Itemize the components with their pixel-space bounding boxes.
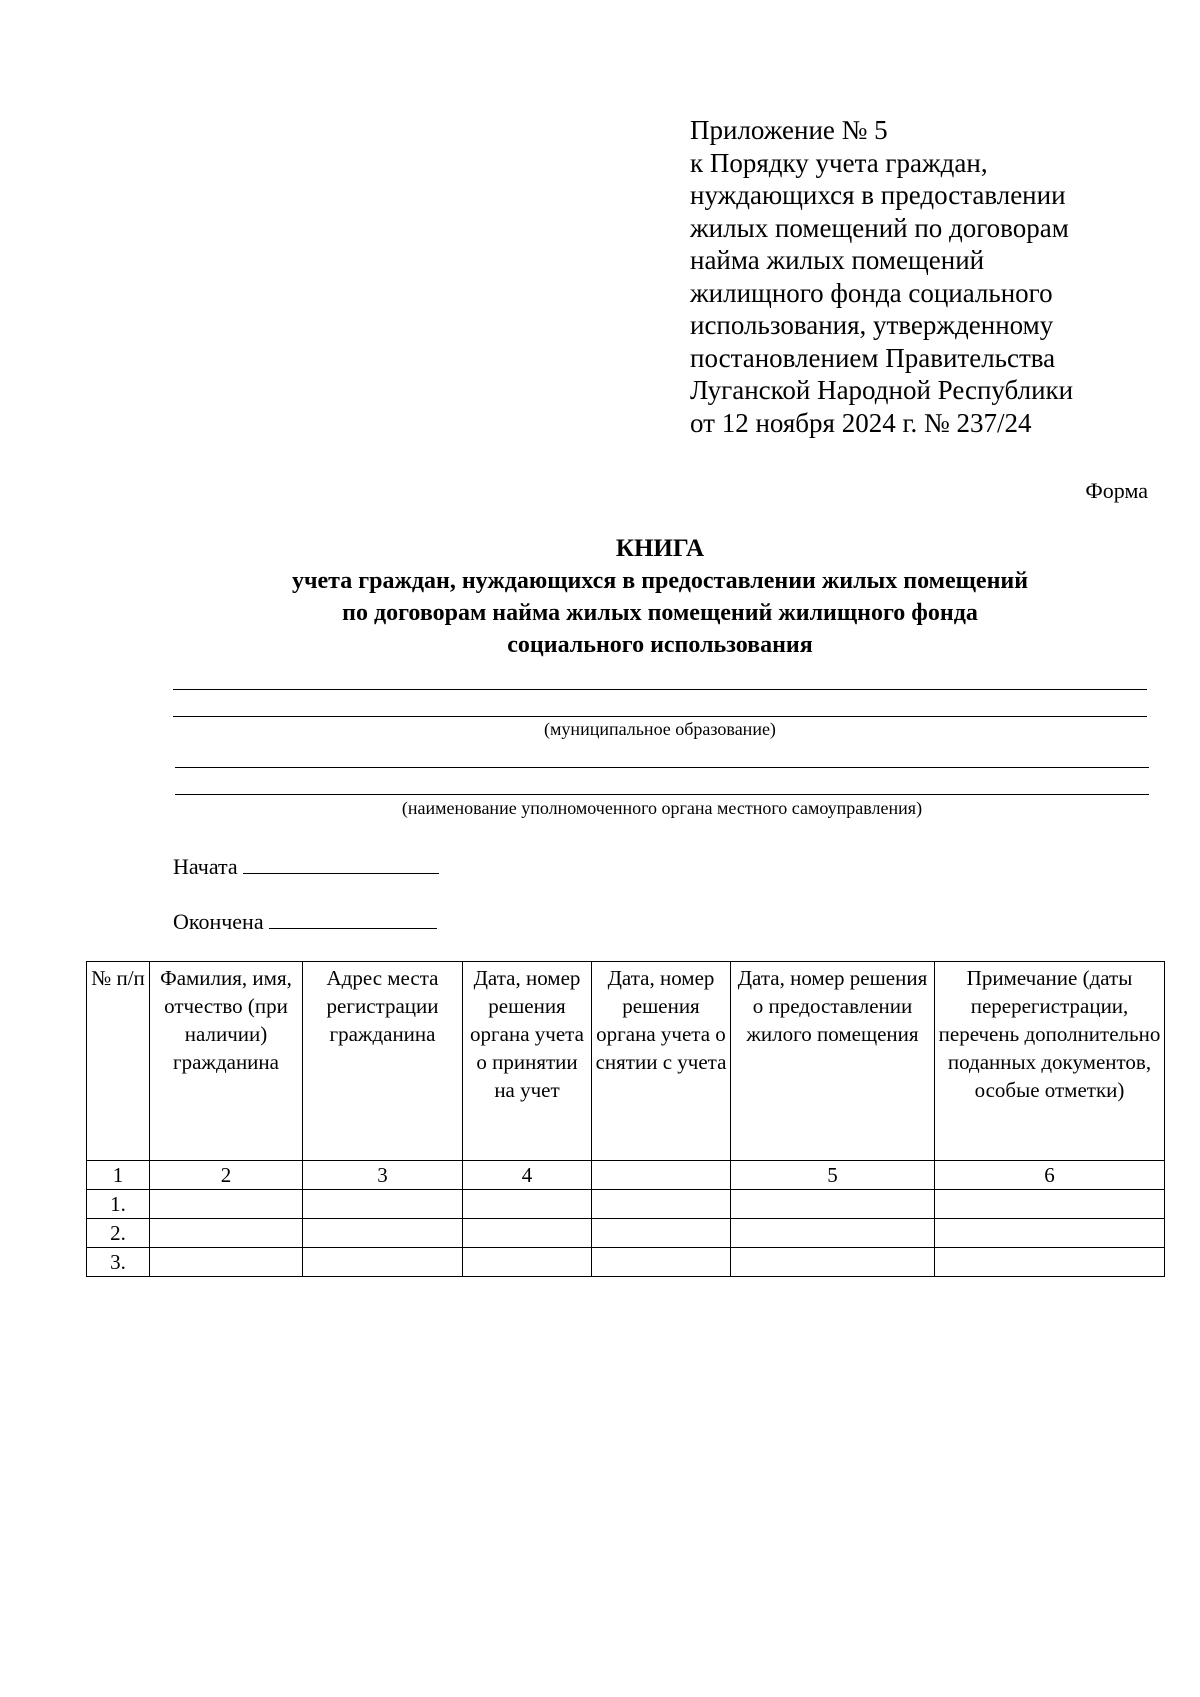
empty-cell[interactable] [150, 1248, 303, 1277]
title-line: учета граждан, нуждающихся в предоставлении жилых помещений [291, 568, 1029, 594]
empty-cell[interactable] [150, 1190, 303, 1219]
document-title [150, 533, 1170, 661]
header-cell: Фамилия, имя, отчество (при наличии) гражданина [150, 962, 303, 1161]
ended-blank[interactable] [269, 906, 437, 929]
appendix-block [690, 114, 1150, 439]
appendix-line: от 12 ноября 2024 г. № 237/24 [690, 407, 1032, 438]
appendix-line: найма жилых помещений [690, 245, 985, 275]
ended-field [173, 906, 437, 935]
appendix-line: жилых помещений по договорам [690, 212, 1069, 243]
appendix-line: нуждающихся в предоставлении [690, 180, 1066, 210]
header-cell: № п/п [87, 962, 150, 1161]
appendix-line: Приложение № 5 [690, 115, 888, 145]
header-cell: Дата, номер решения органа учета о принятии на учет [463, 962, 592, 1161]
empty-cell[interactable] [303, 1219, 463, 1248]
table-row [87, 1190, 1165, 1219]
empty-cell[interactable] [592, 1219, 731, 1248]
empty-cell[interactable] [303, 1190, 463, 1219]
empty-cell[interactable] [592, 1190, 731, 1219]
header-cell: Адрес места регистрации гражданина [303, 962, 463, 1161]
ended-label: Окончена [173, 909, 264, 934]
empty-cell[interactable] [935, 1219, 1165, 1248]
table-row [87, 1219, 1165, 1248]
title-main: КНИГА [615, 535, 705, 562]
appendix-line: использования, утвержденному [690, 310, 1054, 340]
started-field [173, 851, 439, 880]
column-number-row [87, 1161, 1165, 1190]
empty-cell[interactable] [935, 1190, 1165, 1219]
municipality-fill-line-1[interactable] [173, 689, 1147, 690]
started-blank[interactable] [243, 851, 439, 874]
empty-cell[interactable] [731, 1219, 935, 1248]
table-row [87, 1248, 1165, 1277]
row-number-cell: 1. [87, 1190, 150, 1219]
empty-cell[interactable] [935, 1248, 1165, 1277]
header-cell: Дата, номер решения органа учета о снятии с учета [592, 962, 731, 1161]
title-line: по договорам найма жилых помещений жилищного фонда [342, 600, 978, 626]
column-number-cell: 6 [935, 1161, 1165, 1190]
empty-cell[interactable] [463, 1219, 592, 1248]
empty-cell[interactable] [463, 1190, 592, 1219]
empty-cell[interactable] [731, 1190, 935, 1219]
empty-cell[interactable] [463, 1248, 592, 1277]
column-number-cell: 2 [150, 1161, 303, 1190]
authority-caption: (наименование уполномоченного органа местного самоуправления) [401, 798, 923, 818]
appendix-line: постановлением Правительства [690, 342, 1056, 373]
authority-fill-line-1[interactable] [175, 767, 1149, 768]
column-number-cell: 1 [87, 1161, 150, 1190]
column-number-cell: 5 [731, 1161, 935, 1190]
started-label: Начата [173, 854, 238, 879]
appendix-line: к Порядку учета граждан, [690, 147, 988, 178]
row-number-cell: 3. [87, 1248, 150, 1277]
header-cell: Примечание (даты перерегистрации, перечень дополнительно поданных документов, особые отметки) [935, 962, 1165, 1161]
column-number-cell: 3 [303, 1161, 463, 1190]
municipality-fill-line-2[interactable] [173, 716, 1147, 717]
column-number-cell [592, 1161, 731, 1190]
authority-fill-line-2[interactable] [175, 794, 1149, 795]
empty-cell[interactable] [303, 1248, 463, 1277]
appendix-line: жилищного фонда социального [690, 277, 1053, 308]
empty-cell[interactable] [731, 1248, 935, 1277]
form-label: Форма [1085, 478, 1148, 503]
appendix-line: Луганской Народной Республики [690, 375, 1074, 405]
municipality-caption: (муниципальное образование) [544, 719, 776, 739]
column-number-cell: 4 [463, 1161, 592, 1190]
header-cell: Дата, номер решения о предоставлении жилого помещения [731, 962, 935, 1161]
title-line: социального использования [507, 632, 813, 658]
table-header-row [87, 962, 1165, 1161]
empty-cell[interactable] [150, 1219, 303, 1248]
row-number-cell: 2. [87, 1219, 150, 1248]
register-table [86, 961, 1165, 1277]
empty-cell[interactable] [592, 1248, 731, 1277]
